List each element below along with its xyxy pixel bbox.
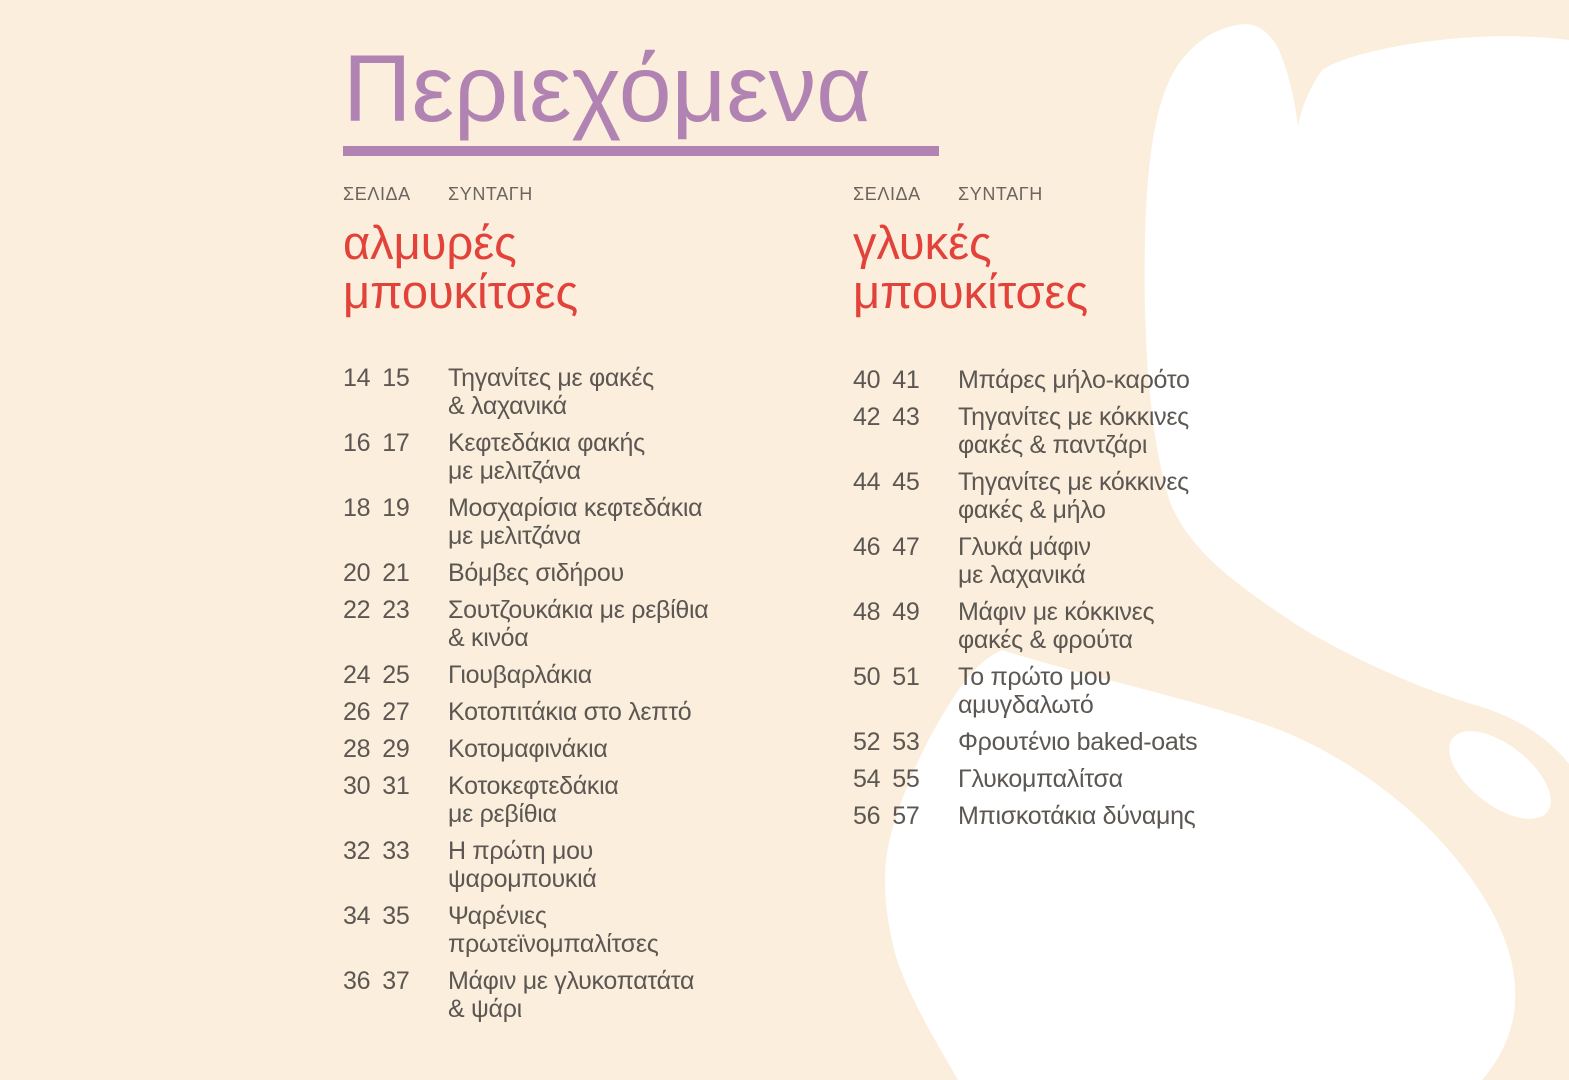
recipe-name-line1: Τηγανίτες με φακές (448, 364, 654, 392)
recipe-name (958, 728, 1333, 756)
section-title-savory (343, 218, 578, 316)
recipe-name (958, 403, 1333, 459)
recipe-name-line1: Γιουβαρλάκια (448, 661, 592, 689)
recipe-name (448, 772, 823, 828)
recipe-name (448, 661, 823, 689)
page-number: 46 (853, 533, 881, 561)
recipe-name (958, 802, 1333, 830)
page-number: 16 (343, 429, 371, 457)
recipe-name-line2: με ρεβίθια (448, 800, 557, 828)
recipe-name-line1: Κοτοκεφτεδάκια (448, 772, 619, 800)
page-number: 37 (382, 967, 410, 995)
toc-item (343, 902, 823, 958)
page-number: 15 (382, 364, 410, 392)
toc-item (343, 735, 823, 763)
recipe-name-line1: Μάφιν με γλυκοπατάτα (448, 967, 695, 995)
section-title-line2: μπουκίτσες (343, 265, 579, 318)
recipe-column-header: ΣΥΝΤΑΓΗ (448, 184, 533, 204)
section-title-sweet (853, 218, 1088, 316)
recipe-name-line2: με μελιτζάνα (448, 522, 581, 550)
toc-list-savory (343, 364, 823, 1032)
recipe-name (958, 366, 1333, 394)
page-title: Περιεχόμενα (343, 36, 872, 142)
recipe-name (958, 598, 1333, 654)
recipe-name-line2: ψαρομπουκιά (448, 865, 597, 893)
page-numbers (343, 661, 448, 689)
page-number: 21 (382, 559, 410, 587)
page-numbers (853, 663, 958, 719)
page-numbers (343, 596, 448, 652)
recipe-name (448, 596, 823, 652)
page-number: 33 (382, 837, 410, 865)
page-number: 27 (382, 698, 410, 726)
recipe-name (448, 364, 823, 420)
recipe-name-line1: Τηγανίτες με κόκκινες (958, 468, 1189, 496)
recipe-name-line1: Φρουτένιο baked-oats (958, 728, 1198, 756)
page-numbers (853, 765, 958, 793)
toc-item (343, 698, 823, 726)
page-number: 44 (853, 468, 881, 496)
page-numbers (853, 598, 958, 654)
page-numbers (853, 728, 958, 756)
toc-item (853, 802, 1333, 830)
section-title-line1: αλμυρές (343, 216, 517, 269)
page-number: 24 (343, 661, 371, 689)
toc-item (343, 559, 823, 587)
toc-item (343, 429, 823, 485)
title-underline (343, 146, 939, 156)
toc-list-sweet (853, 366, 1333, 839)
recipe-column-header: ΣΥΝΤΑΓΗ (958, 184, 1043, 204)
recipe-name (958, 468, 1333, 524)
recipe-name-line1: Κοτομαφινάκια (448, 735, 608, 763)
page-number: 28 (343, 735, 371, 763)
toc-item (853, 598, 1333, 654)
page-number: 55 (892, 765, 920, 793)
recipe-name-line2: με μελιτζάνα (448, 457, 581, 485)
page-number: 26 (343, 698, 371, 726)
recipe-name (448, 698, 823, 726)
recipe-name (958, 533, 1333, 589)
page-number: 54 (853, 765, 881, 793)
page-number: 48 (853, 598, 881, 626)
page-number: 19 (382, 494, 410, 522)
toc-item (343, 967, 823, 1023)
page-numbers (343, 967, 448, 1023)
page-number: 50 (853, 663, 881, 691)
recipe-name (448, 559, 823, 587)
page-number: 29 (382, 735, 410, 763)
recipe-name-line2: με λαχανικά (958, 561, 1086, 589)
page-number: 14 (343, 364, 371, 392)
toc-item (853, 403, 1333, 459)
page-number: 47 (892, 533, 920, 561)
recipe-name (448, 902, 823, 958)
recipe-name-line1: Κεφτεδάκια φακής (448, 429, 645, 457)
recipe-name (958, 765, 1333, 793)
toc-item (853, 533, 1333, 589)
toc-item (343, 596, 823, 652)
page-number: 52 (853, 728, 881, 756)
page-number: 35 (382, 902, 410, 930)
section-title-line2: μπουκίτσες (853, 265, 1089, 318)
page-number: 22 (343, 596, 371, 624)
page-numbers (853, 403, 958, 459)
toc-item (343, 364, 823, 420)
column-headers-right (853, 184, 1043, 205)
page-numbers (343, 902, 448, 958)
page-number: 51 (892, 663, 920, 691)
page-number: 40 (853, 366, 881, 394)
page-number: 56 (853, 802, 881, 830)
section-title-line1: γλυκές (853, 216, 992, 269)
page-number: 17 (382, 429, 410, 457)
recipe-name-line1: Ψαρένιες (448, 902, 547, 930)
toc-item (853, 366, 1333, 394)
page-numbers (343, 429, 448, 485)
recipe-name-line1: Μπισκοτάκια δύναμης (958, 802, 1196, 830)
recipe-name-line1: Σουτζουκάκια με ρεβίθια (448, 596, 709, 624)
recipe-name-line1: Κοτοπιτάκια στο λεπτό (448, 698, 692, 726)
recipe-name-line2: φακές & μήλο (958, 496, 1106, 524)
page-number: 31 (382, 772, 410, 800)
recipe-name-line2: & κινόα (448, 624, 529, 652)
recipe-name-line1: Γλυκομπαλίτσα (958, 765, 1123, 793)
recipe-name-line1: Βόμβες σιδήρου (448, 559, 624, 587)
recipe-name-line1: Το πρώτο μου (958, 663, 1111, 691)
page-numbers (853, 533, 958, 589)
recipe-name (448, 735, 823, 763)
page-number: 49 (892, 598, 920, 626)
recipe-name-line2: αμυγδαλωτό (958, 691, 1094, 719)
toc-item (853, 765, 1333, 793)
toc-item (343, 772, 823, 828)
toc-item (853, 728, 1333, 756)
page-numbers (853, 802, 958, 830)
recipe-name-line1: Τηγανίτες με κόκκινες (958, 403, 1189, 431)
page-column-header: ΣΕΛΙΔΑ (343, 184, 411, 204)
page-number: 23 (382, 596, 410, 624)
page-number: 45 (892, 468, 920, 496)
page-numbers (853, 468, 958, 524)
recipe-name-line1: Μάφιν με κόκκινες (958, 598, 1155, 626)
recipe-name-line1: Μπάρες μήλο-καρότο (958, 366, 1190, 394)
page-numbers (343, 698, 448, 726)
page-number: 20 (343, 559, 371, 587)
toc-item (853, 663, 1333, 719)
page-numbers (343, 837, 448, 893)
page-column-header: ΣΕΛΙΔΑ (853, 184, 921, 204)
recipe-name-line2: πρωτεϊνομπαλίτσες (448, 930, 659, 958)
page-numbers (343, 364, 448, 420)
page-number: 36 (343, 967, 371, 995)
toc-item (343, 494, 823, 550)
recipe-name (448, 494, 823, 550)
page-numbers (853, 366, 958, 394)
page-number: 34 (343, 902, 371, 930)
recipe-name (448, 837, 823, 893)
page-number: 18 (343, 494, 371, 522)
toc-item (853, 468, 1333, 524)
recipe-name-line1: Η πρώτη μου (448, 837, 594, 865)
recipe-name-line2: & ψάρι (448, 995, 522, 1023)
recipe-name-line1: Μοσχαρίσια κεφτεδάκια (448, 494, 703, 522)
toc-item (343, 661, 823, 689)
recipe-name-line1: Γλυκά μάφιν (958, 533, 1091, 561)
page-number: 53 (892, 728, 920, 756)
page-numbers (343, 559, 448, 587)
page-number: 43 (892, 403, 920, 431)
page-number: 41 (892, 366, 920, 394)
page-number: 32 (343, 837, 371, 865)
page-numbers (343, 735, 448, 763)
recipe-name-line2: & λαχανικά (448, 392, 567, 420)
page-numbers (343, 494, 448, 550)
page-numbers (343, 772, 448, 828)
page-number: 42 (853, 403, 881, 431)
page-number: 57 (892, 802, 920, 830)
recipe-name-line2: φακές & φρούτα (958, 626, 1133, 654)
recipe-name (958, 663, 1333, 719)
recipe-name-line2: φακές & παντζάρι (958, 431, 1148, 459)
toc-item (343, 837, 823, 893)
page-number: 25 (382, 661, 410, 689)
page-number: 30 (343, 772, 371, 800)
recipe-name (448, 967, 823, 1023)
recipe-name (448, 429, 823, 485)
column-headers-left (343, 184, 533, 205)
